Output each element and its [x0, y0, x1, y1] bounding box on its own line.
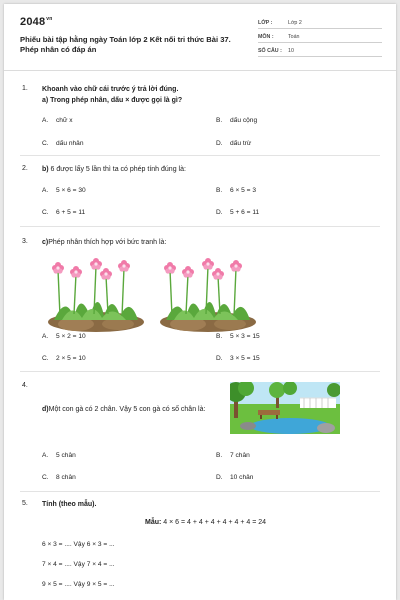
question-number: 5.	[22, 500, 28, 507]
option-text: dấu nhân	[56, 140, 84, 147]
meta-subject-field	[258, 32, 382, 43]
option-text: 6 × 5 = 3	[230, 187, 257, 194]
option-text: 5 × 6 = 30	[56, 187, 86, 194]
option-text: 5 × 3 = 15	[230, 333, 260, 340]
question-instruction: Tính (theo mẫu).	[42, 501, 97, 508]
question-separator	[20, 371, 380, 372]
flower-bush-image	[46, 254, 276, 336]
meta-label: MÔN :	[258, 34, 274, 40]
option-text: 10 chân	[230, 474, 254, 481]
option-text: dấu trừ	[230, 140, 252, 147]
option-letter: B.	[216, 452, 223, 459]
header-divider	[4, 70, 396, 71]
question-separator	[20, 226, 380, 227]
option-letter: B.	[216, 117, 223, 124]
option-text: 5 chân	[56, 452, 76, 459]
option-letter: D.	[216, 140, 223, 147]
option-letter: A.	[42, 117, 49, 124]
site-logo[interactable]	[20, 16, 53, 28]
meta-class-field	[258, 18, 382, 29]
meta-value: Lớp 2	[288, 20, 302, 26]
question-separator	[20, 155, 380, 156]
question-separator	[20, 491, 380, 492]
question-text: c)Phép nhân thích hợp với bức tranh là:	[42, 239, 167, 246]
option-text: 2 × 5 = 10	[56, 355, 86, 362]
question-number: 3.	[22, 238, 28, 245]
option-text: 8 chân	[56, 474, 76, 481]
question-number: 1.	[22, 85, 28, 92]
option-text: dấu cộng	[230, 117, 258, 124]
header	[4, 4, 396, 64]
option-text: 5 + 6 = 11	[230, 209, 260, 216]
exercise-line: 7 × 4 = .... Vậy 7 × 4 = ...	[42, 561, 115, 568]
option-letter: C.	[42, 209, 49, 216]
option-letter: A.	[42, 333, 49, 340]
option-letter: C.	[42, 355, 49, 362]
logo-suffix: vn	[46, 16, 53, 22]
meta-label: LỚP :	[258, 20, 273, 26]
question-text: a) Trong phép nhân, dấu × được gọi là gì?	[42, 97, 183, 104]
option-text: chữ x	[56, 117, 73, 124]
meta-value: Toán	[288, 34, 300, 40]
option-letter: A.	[42, 187, 49, 194]
option-letter: D.	[216, 474, 223, 481]
option-letter: B.	[216, 187, 223, 194]
logo-text: 2048	[20, 16, 46, 28]
meta-value: 10	[288, 48, 294, 54]
question-instruction: Khoanh vào chữ cái trước ý trả lời đúng.	[42, 86, 179, 93]
park-scene-image	[230, 382, 340, 434]
meta-count-field	[258, 46, 382, 57]
flower-bush-illustration	[46, 254, 276, 336]
question-text: d)Một con gà có 2 chân. Vậy 5 con gà có số chân là:	[42, 406, 206, 413]
option-letter: A.	[42, 452, 49, 459]
question-number: 4.	[22, 382, 28, 389]
example-label: Mẫu:	[145, 519, 162, 526]
example-line	[145, 519, 266, 526]
meta-label: SỐ CÂU :	[258, 48, 282, 54]
option-text: 3 × 5 = 15	[230, 355, 260, 362]
option-letter: B.	[216, 333, 223, 340]
park-scene-illustration	[230, 382, 340, 434]
option-text: 7 chân	[230, 452, 250, 459]
option-letter: D.	[216, 355, 223, 362]
option-text: 5 × 2 = 10	[56, 333, 86, 340]
exercise-line: 9 × 5 = .... Vậy 9 × 5 = ...	[42, 581, 115, 588]
option-letter: D.	[216, 209, 223, 216]
exercise-line: 6 × 3 = .... Vậy 6 × 3 = ...	[42, 541, 115, 548]
question-text: b) 6 được lấy 5 lần thì ta có phép tính đúng là:	[42, 166, 186, 173]
worksheet-page	[4, 4, 396, 600]
question-number: 2.	[22, 165, 28, 172]
worksheet-title: Phiếu bài tập hằng ngày Toán lớp 2 Kết nối tri thức Bài 37. Phép nhân có đáp án	[20, 35, 231, 54]
example-text: 4 × 6 = 4 + 4 + 4 + 4 + 4 + 4 = 24	[161, 519, 267, 526]
option-letter: C.	[42, 140, 49, 147]
option-text: 6 + 5 = 11	[56, 209, 86, 216]
option-letter: C.	[42, 474, 49, 481]
